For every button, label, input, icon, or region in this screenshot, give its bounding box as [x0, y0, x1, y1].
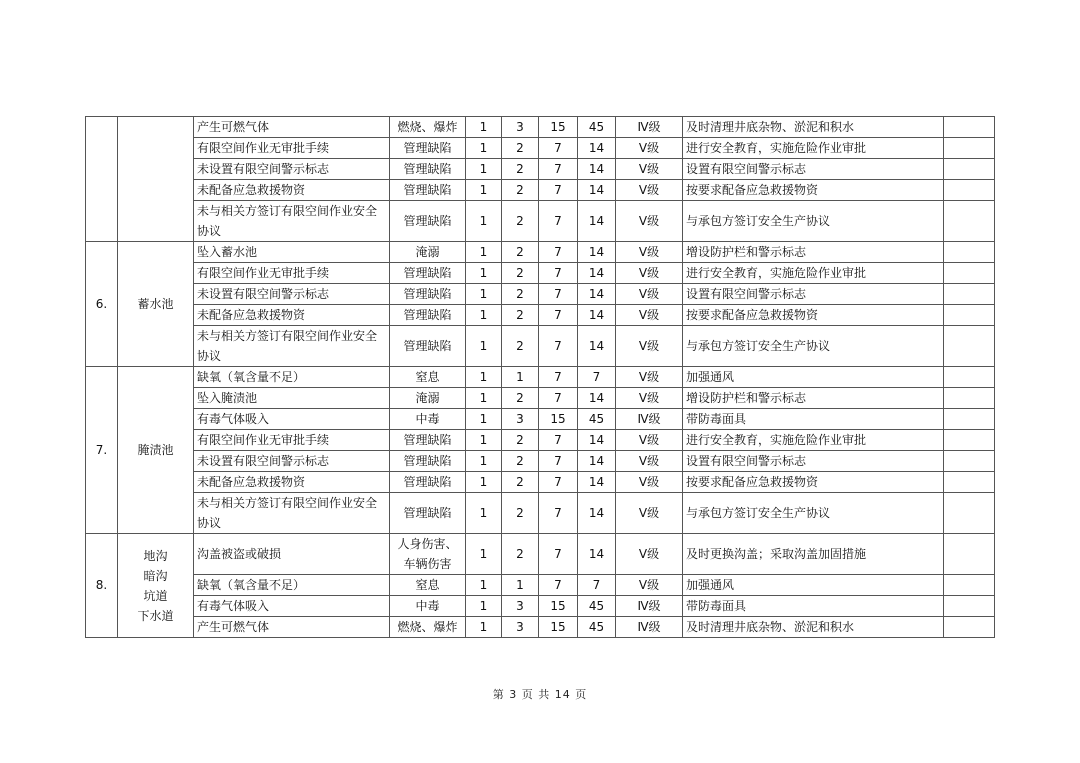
consequence-cell: 15 — [539, 409, 578, 430]
consequence-cell: 7 — [539, 138, 578, 159]
risk-value-cell: 14 — [578, 201, 616, 242]
risk-value-cell: 14 — [578, 534, 616, 575]
risk-value-cell: 14 — [578, 493, 616, 534]
hazard-cell: 未设置有限空间警示标志 — [194, 451, 390, 472]
exposure-cell: 2 — [502, 180, 539, 201]
risk-level-cell: Ⅴ级 — [616, 367, 683, 388]
accident-type-cell: 窒息 — [390, 575, 466, 596]
remark-cell — [944, 201, 995, 242]
risk-level-cell: Ⅴ级 — [616, 138, 683, 159]
control-measure-cell: 进行安全教育，实施危险作业审批 — [683, 430, 944, 451]
likelihood-cell: 1 — [466, 201, 502, 242]
remark-cell — [944, 284, 995, 305]
location-cell — [118, 534, 194, 638]
remark-cell — [944, 117, 995, 138]
accident-type-cell: 管理缺陷 — [390, 180, 466, 201]
remark-cell — [944, 493, 995, 534]
accident-type-cell: 淹溺 — [390, 388, 466, 409]
risk-value-cell: 14 — [578, 388, 616, 409]
location-name: 坑道 — [143, 588, 168, 603]
risk-level-cell: Ⅴ级 — [616, 472, 683, 493]
table-row — [86, 617, 995, 638]
exposure-cell: 2 — [502, 201, 539, 242]
exposure-cell: 2 — [502, 451, 539, 472]
exposure-cell: 1 — [502, 575, 539, 596]
remark-cell — [944, 159, 995, 180]
accident-type-cell: 中毒 — [390, 596, 466, 617]
risk-value-cell: 14 — [578, 451, 616, 472]
risk-level-cell: Ⅴ级 — [616, 493, 683, 534]
hazard-cell: 未设置有限空间警示标志 — [194, 159, 390, 180]
table-row — [86, 242, 995, 263]
risk-level-cell: Ⅴ级 — [616, 180, 683, 201]
remark-cell — [944, 451, 995, 472]
remark-cell — [944, 472, 995, 493]
remark-cell — [944, 138, 995, 159]
table-row — [86, 117, 995, 138]
table-row — [86, 159, 995, 180]
risk-level-cell: Ⅴ级 — [616, 284, 683, 305]
hazard-cell: 未设置有限空间警示标志 — [194, 284, 390, 305]
likelihood-cell: 1 — [466, 117, 502, 138]
consequence-cell: 7 — [539, 534, 578, 575]
control-measure-cell: 按要求配备应急救援物资 — [683, 472, 944, 493]
remark-cell — [944, 596, 995, 617]
likelihood-cell: 1 — [466, 305, 502, 326]
control-measure-cell: 按要求配备应急救援物资 — [683, 305, 944, 326]
sequence-number-cell: 7. — [86, 367, 118, 534]
sequence-number-cell: 8. — [86, 534, 118, 638]
risk-value-cell: 14 — [578, 305, 616, 326]
risk-value-cell: 14 — [578, 430, 616, 451]
risk-level-cell: Ⅴ级 — [616, 451, 683, 472]
hazard-cell: 有毒气体吸入 — [194, 409, 390, 430]
remark-cell — [944, 388, 995, 409]
location-name: 蓄水池 — [137, 297, 174, 311]
risk-level-cell: Ⅴ级 — [616, 326, 683, 367]
remark-cell — [944, 263, 995, 284]
remark-cell — [944, 305, 995, 326]
hazard-cell: 有限空间作业无审批手续 — [194, 430, 390, 451]
hazard-cell: 产生可燃气体 — [194, 617, 390, 638]
consequence-cell: 7 — [539, 284, 578, 305]
risk-level-cell: Ⅴ级 — [616, 159, 683, 180]
accident-type-cell: 管理缺陷 — [390, 138, 466, 159]
risk-value-cell: 45 — [578, 617, 616, 638]
remark-cell — [944, 180, 995, 201]
hazard-cell: 坠入蓄水池 — [194, 242, 390, 263]
exposure-cell: 3 — [502, 409, 539, 430]
accident-type-cell: 窒息 — [390, 367, 466, 388]
control-measure-cell: 加强通风 — [683, 367, 944, 388]
hazard-cell: 未与相关方签订有限空间作业安全协议 — [194, 326, 390, 367]
risk-level-cell: Ⅴ级 — [616, 575, 683, 596]
risk-level-cell: Ⅴ级 — [616, 388, 683, 409]
control-measure-cell: 设置有限空间警示标志 — [683, 159, 944, 180]
risk-value-cell: 45 — [578, 409, 616, 430]
control-measure-cell: 与承包方签订安全生产协议 — [683, 326, 944, 367]
risk-level-cell: Ⅴ级 — [616, 305, 683, 326]
table-row — [86, 263, 995, 284]
risk-level-cell: Ⅳ级 — [616, 409, 683, 430]
remark-cell — [944, 409, 995, 430]
exposure-cell: 2 — [502, 263, 539, 284]
hazard-cell: 有限空间作业无审批手续 — [194, 138, 390, 159]
likelihood-cell: 1 — [466, 326, 502, 367]
accident-type-cell: 管理缺陷 — [390, 326, 466, 367]
control-measure-cell: 及时清理井底杂物、淤泥和积水 — [683, 617, 944, 638]
table-row — [86, 326, 995, 367]
accident-type-cell: 管理缺陷 — [390, 472, 466, 493]
consequence-cell: 7 — [539, 201, 578, 242]
likelihood-cell: 1 — [466, 617, 502, 638]
control-measure-cell: 与承包方签订安全生产协议 — [683, 493, 944, 534]
control-measure-cell: 带防毒面具 — [683, 596, 944, 617]
exposure-cell: 2 — [502, 472, 539, 493]
likelihood-cell: 1 — [466, 263, 502, 284]
hazard-cell: 沟盖被盗或破损 — [194, 534, 390, 575]
hazard-cell: 未配备应急救援物资 — [194, 305, 390, 326]
sequence-number-cell — [86, 117, 118, 242]
consequence-cell: 7 — [539, 305, 578, 326]
risk-value-cell: 14 — [578, 138, 616, 159]
table-row — [86, 596, 995, 617]
consequence-cell: 7 — [539, 472, 578, 493]
likelihood-cell: 1 — [466, 451, 502, 472]
exposure-cell: 2 — [502, 326, 539, 367]
remark-cell — [944, 575, 995, 596]
hazard-cell: 产生可燃气体 — [194, 117, 390, 138]
hazard-cell: 有限空间作业无审批手续 — [194, 263, 390, 284]
exposure-cell: 3 — [502, 617, 539, 638]
likelihood-cell: 1 — [466, 575, 502, 596]
location-name: 腌渍池 — [137, 443, 174, 457]
risk-level-cell: Ⅴ级 — [616, 430, 683, 451]
hazard-cell: 未配备应急救援物资 — [194, 180, 390, 201]
hazard-cell: 坠入腌渍池 — [194, 388, 390, 409]
hazard-cell: 未与相关方签订有限空间作业安全协议 — [194, 201, 390, 242]
exposure-cell: 2 — [502, 159, 539, 180]
accident-type-cell: 中毒 — [390, 409, 466, 430]
sequence-number-cell: 6. — [86, 242, 118, 367]
likelihood-cell: 1 — [466, 493, 502, 534]
consequence-cell: 7 — [539, 180, 578, 201]
table-row — [86, 451, 995, 472]
accident-type-cell: 燃烧、爆炸 — [390, 617, 466, 638]
control-measure-cell: 带防毒面具 — [683, 409, 944, 430]
accident-type-cell: 管理缺陷 — [390, 263, 466, 284]
risk-value-cell: 14 — [578, 180, 616, 201]
risk-level-cell: Ⅳ级 — [616, 617, 683, 638]
hazard-cell: 缺氧（氧含量不足） — [194, 367, 390, 388]
likelihood-cell: 1 — [466, 159, 502, 180]
likelihood-cell: 1 — [466, 430, 502, 451]
accident-type-cell: 管理缺陷 — [390, 159, 466, 180]
table-row — [86, 180, 995, 201]
likelihood-cell: 1 — [466, 180, 502, 201]
accident-type-cell: 淹溺 — [390, 242, 466, 263]
table-row — [86, 305, 995, 326]
table-row — [86, 430, 995, 451]
risk-value-cell: 14 — [578, 284, 616, 305]
risk-value-cell: 14 — [578, 242, 616, 263]
table-row — [86, 138, 995, 159]
accident-type-cell: 管理缺陷 — [390, 305, 466, 326]
risk-level-cell: Ⅴ级 — [616, 263, 683, 284]
remark-cell — [944, 430, 995, 451]
control-measure-cell: 设置有限空间警示标志 — [683, 284, 944, 305]
consequence-cell: 7 — [539, 367, 578, 388]
exposure-cell: 3 — [502, 117, 539, 138]
likelihood-cell: 1 — [466, 472, 502, 493]
consequence-cell: 7 — [539, 242, 578, 263]
remark-cell — [944, 326, 995, 367]
table-row — [86, 534, 995, 575]
risk-value-cell: 14 — [578, 472, 616, 493]
control-measure-cell: 与承包方签订安全生产协议 — [683, 201, 944, 242]
consequence-cell: 7 — [539, 575, 578, 596]
control-measure-cell: 进行安全教育，实施危险作业审批 — [683, 138, 944, 159]
table-row — [86, 575, 995, 596]
accident-type-cell: 管理缺陷 — [390, 451, 466, 472]
remark-cell — [944, 534, 995, 575]
exposure-cell: 2 — [502, 388, 539, 409]
exposure-cell: 1 — [502, 367, 539, 388]
table-row — [86, 472, 995, 493]
risk-value-cell: 7 — [578, 367, 616, 388]
remark-cell — [944, 242, 995, 263]
exposure-cell: 2 — [502, 284, 539, 305]
risk-value-cell: 14 — [578, 263, 616, 284]
risk-value-cell: 7 — [578, 575, 616, 596]
risk-level-cell: Ⅴ级 — [616, 534, 683, 575]
likelihood-cell: 1 — [466, 242, 502, 263]
control-measure-cell: 加强通风 — [683, 575, 944, 596]
consequence-cell: 15 — [539, 117, 578, 138]
control-measure-cell: 及时清理井底杂物、淤泥和积水 — [683, 117, 944, 138]
accident-type-cell: 燃烧、爆炸 — [390, 117, 466, 138]
likelihood-cell: 1 — [466, 534, 502, 575]
consequence-cell: 7 — [539, 388, 578, 409]
exposure-cell: 2 — [502, 534, 539, 575]
likelihood-cell: 1 — [466, 367, 502, 388]
likelihood-cell: 1 — [466, 409, 502, 430]
consequence-cell: 7 — [539, 326, 578, 367]
remark-cell — [944, 367, 995, 388]
risk-level-cell: Ⅳ级 — [616, 596, 683, 617]
table-row — [86, 201, 995, 242]
location-cell — [118, 117, 194, 242]
accident-type-cell: 管理缺陷 — [390, 430, 466, 451]
risk-level-cell: Ⅳ级 — [616, 117, 683, 138]
hazard-cell: 未与相关方签订有限空间作业安全协议 — [194, 493, 390, 534]
exposure-cell: 2 — [502, 430, 539, 451]
control-measure-cell: 设置有限空间警示标志 — [683, 451, 944, 472]
control-measure-cell: 按要求配备应急救援物资 — [683, 180, 944, 201]
page-footer: 第 3 页 共 14 页 — [492, 688, 588, 701]
risk-value-cell: 14 — [578, 326, 616, 367]
risk-level-cell: Ⅴ级 — [616, 242, 683, 263]
location-name: 暗沟 — [143, 568, 168, 583]
hazard-cell: 未配备应急救援物资 — [194, 472, 390, 493]
table-row — [86, 388, 995, 409]
control-measure-cell: 增设防护栏和警示标志 — [683, 388, 944, 409]
accident-type-cell: 管理缺陷 — [390, 284, 466, 305]
table-row — [86, 367, 995, 388]
risk-value-cell: 45 — [578, 596, 616, 617]
hazard-cell: 有毒气体吸入 — [194, 596, 390, 617]
exposure-cell: 3 — [502, 596, 539, 617]
risk-value-cell: 45 — [578, 117, 616, 138]
risk-value-cell: 14 — [578, 159, 616, 180]
control-measure-cell: 及时更换沟盖；采取沟盖加固措施 — [683, 534, 944, 575]
location-cell — [118, 242, 194, 367]
likelihood-cell: 1 — [466, 388, 502, 409]
table-row — [86, 284, 995, 305]
likelihood-cell: 1 — [466, 138, 502, 159]
likelihood-cell: 1 — [466, 284, 502, 305]
location-cell — [118, 367, 194, 534]
exposure-cell: 2 — [502, 242, 539, 263]
accident-type-cell: 管理缺陷 — [390, 201, 466, 242]
consequence-cell: 7 — [539, 263, 578, 284]
consequence-cell: 7 — [539, 159, 578, 180]
accident-type-cell: 管理缺陷 — [390, 493, 466, 534]
consequence-cell: 7 — [539, 430, 578, 451]
likelihood-cell: 1 — [466, 596, 502, 617]
control-measure-cell: 增设防护栏和警示标志 — [683, 242, 944, 263]
hazard-cell: 缺氧（氧含量不足） — [194, 575, 390, 596]
risk-level-cell: Ⅴ级 — [616, 201, 683, 242]
table-body — [86, 117, 995, 638]
location-name: 下水道 — [137, 608, 174, 623]
location-name: 地沟 — [143, 548, 168, 563]
consequence-cell: 15 — [539, 596, 578, 617]
accident-type-cell: 人身伤害、车辆伤害 — [390, 534, 466, 575]
consequence-cell: 15 — [539, 617, 578, 638]
control-measure-cell: 进行安全教育，实施危险作业审批 — [683, 263, 944, 284]
table-row — [86, 409, 995, 430]
table-row — [86, 493, 995, 534]
exposure-cell: 2 — [502, 493, 539, 534]
consequence-cell: 7 — [539, 451, 578, 472]
exposure-cell: 2 — [502, 138, 539, 159]
risk-assessment-table — [85, 116, 995, 638]
consequence-cell: 7 — [539, 493, 578, 534]
remark-cell — [944, 617, 995, 638]
exposure-cell: 2 — [502, 305, 539, 326]
